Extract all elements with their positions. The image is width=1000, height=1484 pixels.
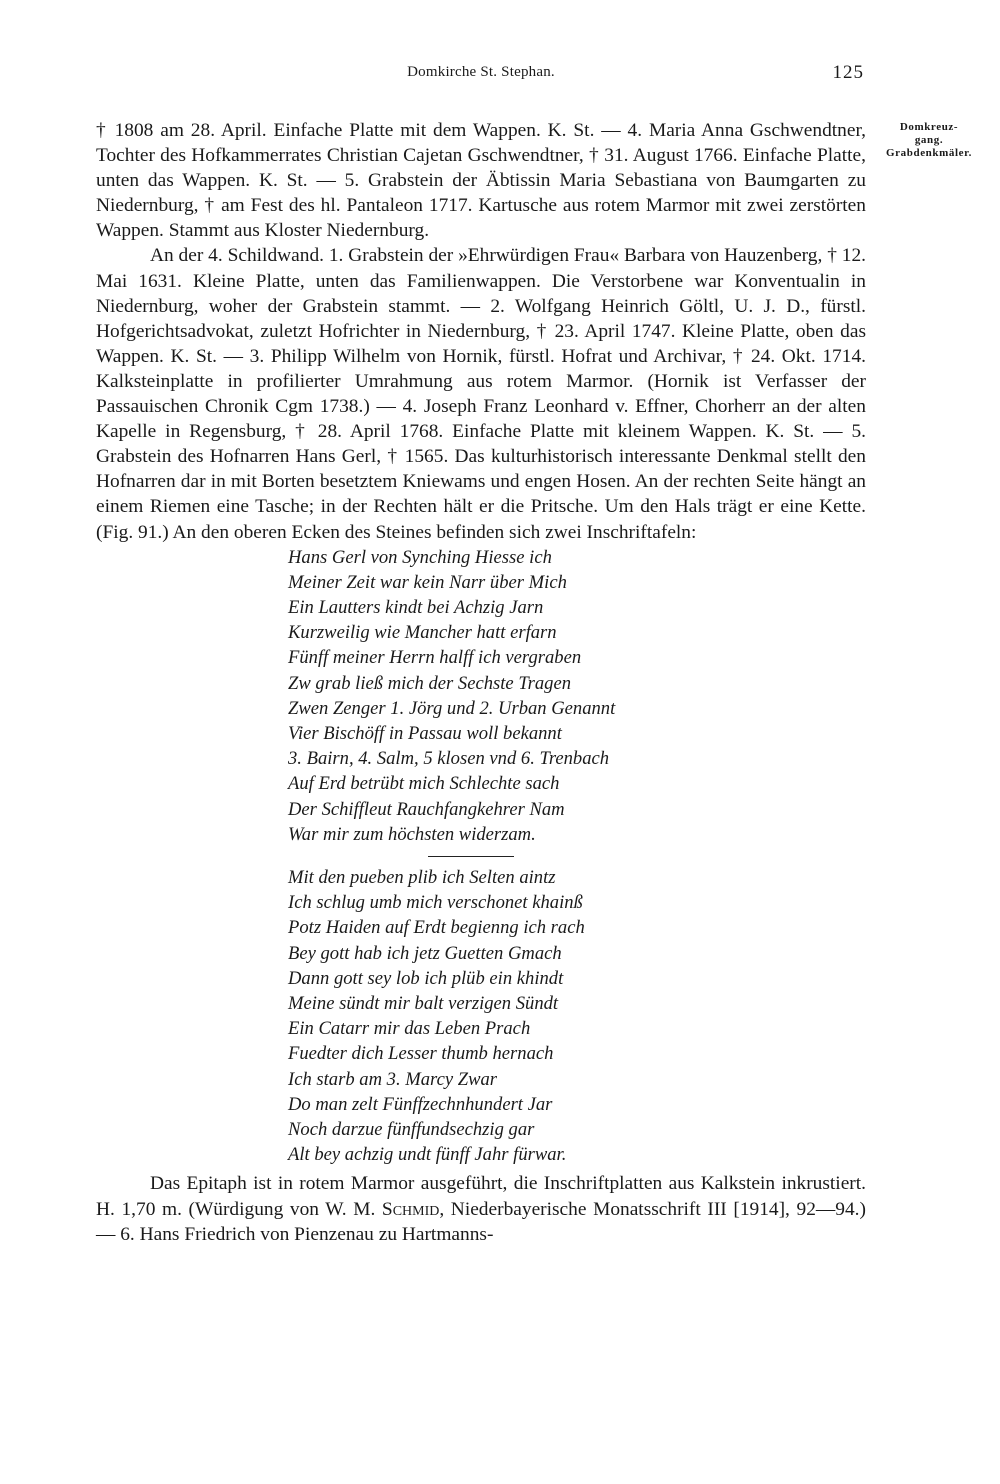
verse-line: Kurzweilig wie Mancher hatt erfarn <box>288 622 557 644</box>
verse-line: Ein Catarr mir das Leben Prach <box>288 1018 531 1040</box>
inscription-second <box>288 865 866 1167</box>
body-text <box>96 118 866 1247</box>
paragraph-continuation: † 1808 am 28. April. Einfache Platte mit dem Wappen. K. St. — 4. Maria Anna Gschwendtner, Tochter des Hofkammerrates Christian Cajetan Gschwendtner, † 31. August 1766. Einfache Platte, unten das Wappen. K. St. — 5. Grabstein der Äbtissin Maria Sebastiana von Baumgarten zu Niedernburg, † am Fest des hl. Pantaleon 1717. Kartusche aus rotem Marmor mit zwei zerstörten Wappen. Stammt aus Kloster Niedernburg. <box>96 120 866 242</box>
verse-line: Potz Haiden auf Erdt begienng ich rach <box>288 917 585 939</box>
verse-line: Meine sündt mir balt verzigen Sündt <box>288 993 559 1015</box>
verse-line: Noch darzue fünffundsechzig gar <box>288 1119 535 1141</box>
page-number: 125 <box>832 62 864 83</box>
margin-note <box>870 121 988 160</box>
author-name: Schmid <box>381 1198 440 1220</box>
running-title: Domkirche St. Stephan. <box>407 64 555 80</box>
verse-line: Ein Lautters kindt bei Achzig Jarn <box>288 597 544 618</box>
verse-line: Zw grab ließ mich der Sechste Tragen <box>288 672 572 694</box>
verse-line: Der Schiffleut Rauchfangkehrer Nam <box>288 798 565 820</box>
verse-line: Bey gott hab ich jetz Guetten Gmach <box>288 942 562 964</box>
verse-line: Do man zelt Fünffzechnhundert Jar <box>288 1093 553 1115</box>
verse-line: Ich schlug umb mich verschonet khainß <box>288 892 583 914</box>
verse-line: Auf Erd betrübt mich Schlechte sach <box>288 773 560 795</box>
verse-line: War mir zum höchsten widerzam. <box>288 823 536 845</box>
margin-note-line: Domkreuz- <box>899 121 959 133</box>
verse-line: Fuedter dich Lesser thumb hernach <box>288 1043 554 1065</box>
paragraph-epitaph-text: , Niederbayerische Monatsschrift III [1914], 92—94.) — 6. Hans Friedrich von Pienzenau zu Hartmanns- <box>96 1198 866 1245</box>
paragraph-schildwand: An der 4. Schildwand. 1. Grabstein der »Ehrwürdigen Frau« Barbara von Hauzenberg, † 12. Mai 1631. Kleine Platte, unten das Familienwappen. Die Verstorbene war Konventualin in Niedernburg, woher der Grabstein stammt. — 2. Wolfgang Heinrich Göltl, U. J. D., fürstl. Hofgerichtsadvokat, zuletzt Hofrichter in Niedernburg, † 23. April 1747. Kleine Platte, oben das Wappen. K. St. — 3. Philipp Wilhelm von Hornik, fürstl. Hofrat und Archivar, † 24. Okt. 1714. Kalksteinplatte in profilierter Umrahmung aus rotem Marmor. (Hornik ist Verfasser der Passauischen Chronik Cgm 1738.) — 4. Joseph Franz Leonhard v. Effner, Chorherr an der alten Kapelle in Regensburg, † 28. April 1768. Einfache Platte mit kleinem Wappen. K. St. — 5. Grabstein des Hofnarren Hans Gerl, † 1565. Das kulturhistorisch interessante Denkmal stellt den Hofnarren dar in mit Borten besetztem Kniewams und engen Hosen. An der rechten Seite hängt an einem Riemen eine Tasche; in der Rechten hält er die Pritsche. Um den Hals trägt er eine Kette. (Fig. 91.) An den oberen Ecken des Steines befinden sich zwei Inschriftafeln: <box>96 245 866 543</box>
paragraph-epitaph <box>96 1171 866 1246</box>
running-head <box>96 64 866 88</box>
verse-line: 3. Bairn, 4. Salm, 5 klosen vnd 6. Trenbach <box>288 748 610 770</box>
paragraph-epitaph-text: Das Epitaph ist in rotem Marmor ausgeführt, die Inschriftplatten aus Kalkstein inkrustiert. H. 1,70 m. (Würdigung von W. M. <box>96 1173 866 1220</box>
margin-note-line: gang. <box>914 134 944 146</box>
verse-line: Meiner Zeit war kein Narr über Mich <box>288 571 567 593</box>
margin-note-line: Grabdenkmäler. <box>886 147 972 159</box>
verse-line: Ich starb am 3. Marcy Zwar <box>288 1068 497 1090</box>
inscription-first <box>288 545 866 857</box>
verse-line: Vier Bischöff in Passau woll bekannt <box>288 723 562 745</box>
verse-line: Mit den pueben plib ich Selten aintz <box>288 867 556 889</box>
verse-divider <box>428 856 514 857</box>
verse-line: Zwen Zenger 1. Jörg und 2. Urban Genannt <box>288 697 616 719</box>
verse-line: Alt bey achzig undt fünff Jahr fürwar. <box>288 1144 567 1166</box>
verse-line: Fünff meiner Herrn halff ich vergraben <box>288 647 582 669</box>
verse-line: Hans Gerl von Synching Hiesse ich <box>288 546 552 568</box>
verse-line: Dann gott sey lob ich plüb ein khindt <box>288 967 564 989</box>
